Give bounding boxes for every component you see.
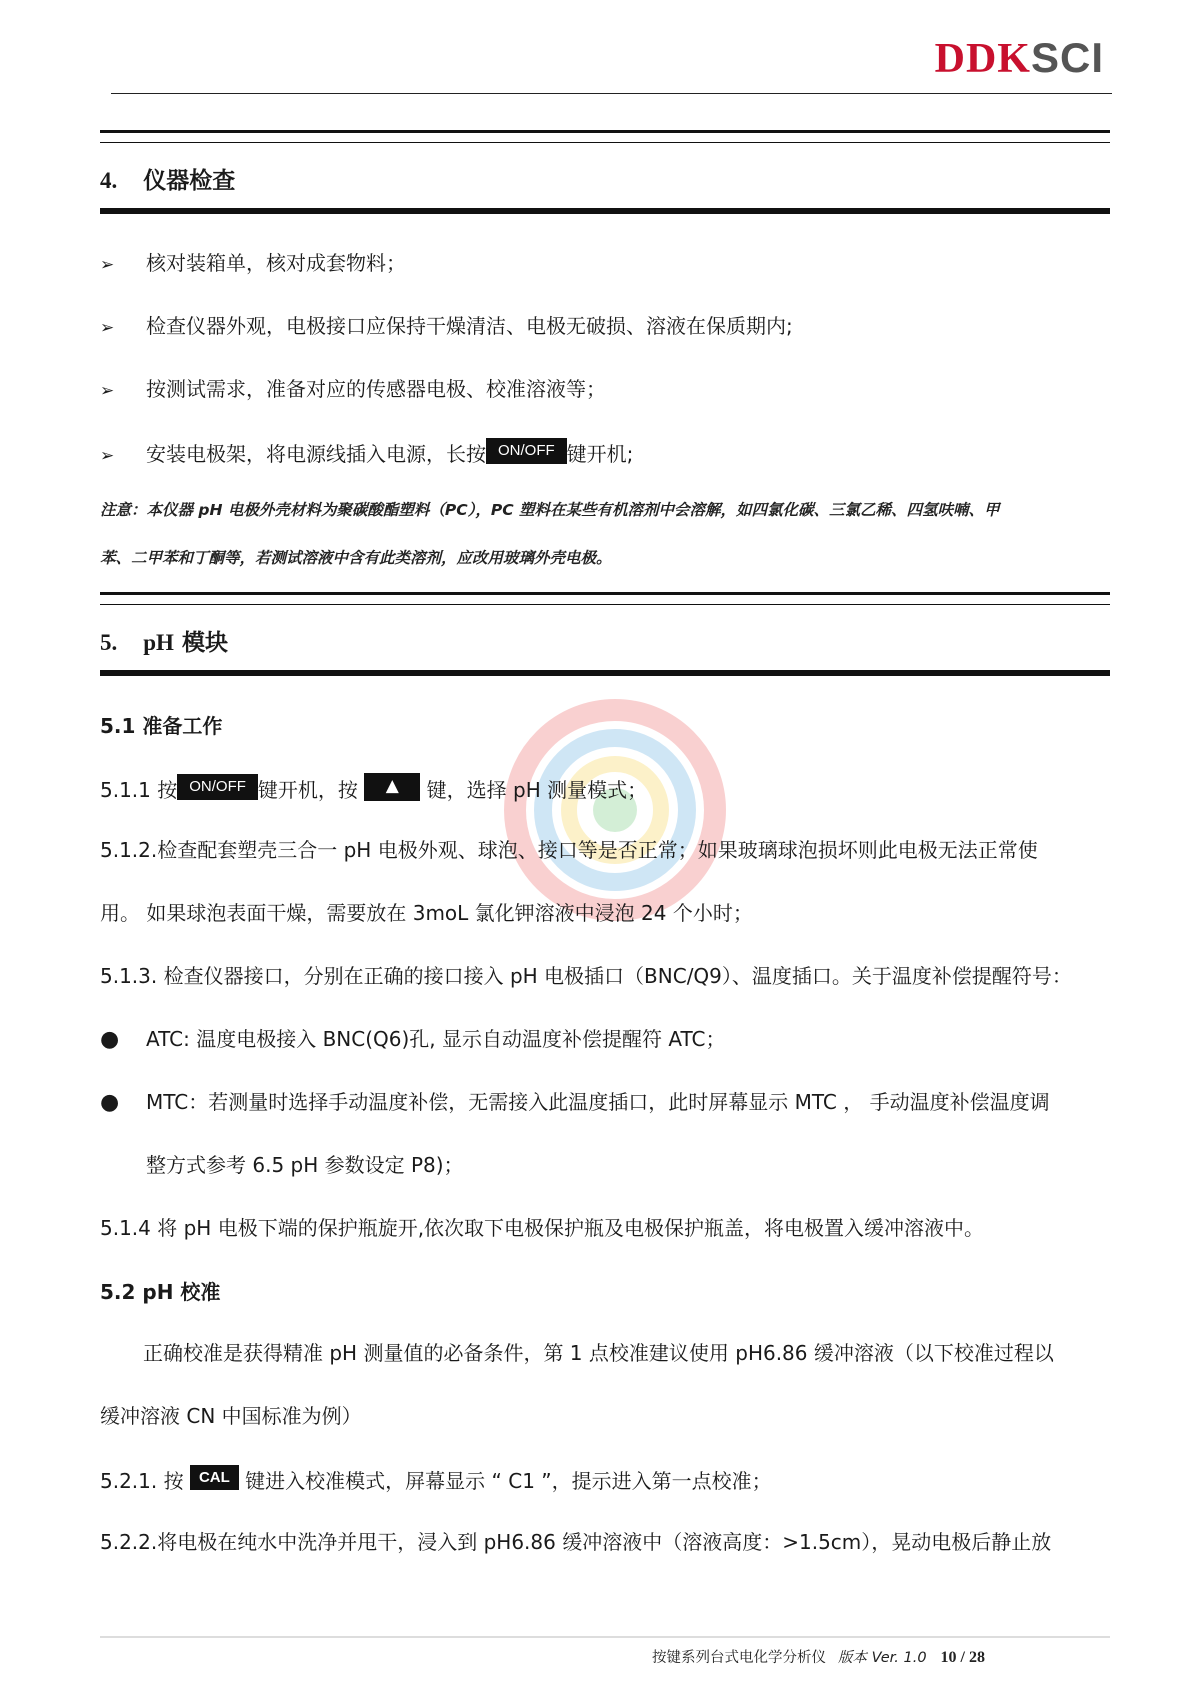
page-separator: /: [956, 1649, 969, 1666]
step-5-1-2-line-2: 用。 如果球泡表面干燥，需要放在 3moL 氯化钾溶液中浸泡 24 个小时；: [100, 901, 753, 925]
step-5-2-1: [100, 1465, 772, 1495]
list-item-text: ATC: 温度电极接入 BNC(Q6)孔, 显示自动温度补偿提醒符 ATC；: [146, 1027, 726, 1051]
step-5-1-4: 5.1.4 将 pH 电极下端的保护瓶旋开,依次取下电极保护瓶及电极保护瓶盖，将电极置入缓冲溶液中。: [100, 1216, 985, 1240]
cal-key-icon: CAL: [190, 1465, 239, 1490]
arrow-bullet-icon: ➢: [100, 255, 115, 275]
section-5-title-ph: pH: [143, 630, 174, 655]
logo-ddk: DDK: [934, 36, 1031, 82]
footer-version: 版本 Ver. 1.0: [838, 1650, 927, 1666]
step-text: 键，选择 pH 测量模式；: [420, 778, 648, 802]
up-arrow-key-icon: ▲: [364, 773, 420, 801]
onoff-key-icon: ON/OFF: [486, 438, 567, 464]
list-item: [100, 312, 793, 342]
section-4-bottom-rule: [100, 208, 1110, 214]
step-text: 键开机，按: [257, 778, 365, 802]
paragraph-5-2-line-1: 正确校准是获得精准 pH 测量值的必备条件，第 1 点校准建议使用 pH6.86 缓冲溶液（以下校准过程以: [143, 1341, 1054, 1365]
step-5-1-1: [100, 773, 647, 804]
section-5-bottom-rule: [100, 670, 1110, 676]
list-item-continuation: 整方式参考 6.5 pH 参数设定 P8)；: [146, 1153, 464, 1177]
list-item-text: MTC：若测量时选择手动温度补偿，无需接入此温度插口，此时屏幕显示 MTC ， 手动温度补偿温度调: [146, 1090, 1050, 1114]
subsection-5-2-title: 5.2 pH 校准: [100, 1280, 221, 1304]
subsection-5-1-title: 5.1 准备工作: [100, 714, 223, 738]
paragraph-5-2-line-2: 缓冲溶液 CN 中国标准为例）: [100, 1404, 362, 1428]
list-item-text: 核对装箱单，核对成套物料；: [146, 251, 406, 275]
section-5-title: 模块: [173, 630, 228, 656]
list-item-text-tail: 键开机;: [566, 442, 634, 466]
page-current: 10: [940, 1649, 957, 1666]
caution-note-line-1: 注意：本仪器 pH 电极外壳材料为聚碳酸酯塑料（PC），PC 塑料在某些有机溶剂中会溶解，如四氯化碳、三氯乙稀、四氢呋喃、甲: [100, 501, 1000, 519]
brand-logo: [935, 34, 1104, 83]
page-total: 28: [969, 1649, 985, 1666]
section-4-heading: [100, 162, 235, 195]
arrow-bullet-icon: ➢: [100, 381, 115, 401]
step-5-1-2-line-1: 5.1.2.检查配套塑壳三合一 pH 电极外观、球泡、接口等是否正常；如果玻璃球泡损坏则此电极无法正常使: [100, 838, 1038, 862]
list-item-text: 检查仪器外观，电极接口应保持干燥清洁、电极无破损、溶液在保质期内;: [146, 314, 793, 338]
arrow-bullet-icon: ➢: [100, 318, 115, 338]
page-footer: [652, 1646, 985, 1667]
footer-product: 按键系列台式电化学分析仪: [652, 1650, 827, 1666]
header-divider: [111, 93, 1112, 94]
dot-bullet-icon: ●: [100, 1090, 120, 1115]
logo-sci: SCI: [1030, 34, 1104, 81]
list-item-text: 安装电极架，将电源线插入电源，长按: [146, 442, 486, 466]
step-5-1-3: 5.1.3. 检查仪器接口，分别在正确的接口接入 pH 电极插口（BNC/Q9）、温度插口。关于温度补偿提醒符号：: [100, 964, 1072, 988]
step-5-2-2: 5.2.2.将电极在纯水中洗净并甩干，浸入到 pH6.86 缓冲溶液中（溶液高度：>1.5cm），晃动电极后静止放: [100, 1530, 1052, 1554]
list-item: [100, 375, 606, 405]
page-number: [941, 1649, 985, 1666]
step-text: 键进入校准模式，屏幕显示 “ C1 ”，提示进入第一点校准；: [238, 1469, 772, 1493]
footer-divider: [100, 1636, 1110, 1638]
section-4-number: 4.: [100, 168, 118, 193]
section-5-number: 5.: [100, 630, 118, 655]
section-4-top-rule: [100, 130, 1110, 143]
list-item-text: 按测试需求，准备对应的传感器电极、校准溶液等；: [146, 377, 606, 401]
section-5-top-rule: [100, 592, 1110, 605]
step-text: 5.1.1 按: [100, 778, 178, 802]
list-item: [100, 438, 633, 470]
step-text: 5.2.1. 按: [100, 1469, 190, 1493]
list-item: [100, 249, 406, 279]
list-item: [100, 1025, 726, 1054]
section-4-title: 仪器检查: [143, 168, 236, 194]
section-5-heading: [100, 624, 228, 657]
caution-note-line-2: 苯、二甲苯和丁酮等，若测试溶液中含有此类溶剂，应改用玻璃外壳电极。: [100, 549, 612, 567]
dot-bullet-icon: ●: [100, 1027, 120, 1052]
list-item: [100, 1088, 1050, 1117]
arrow-bullet-icon: ➢: [100, 446, 115, 466]
onoff-key-icon: ON/OFF: [177, 774, 258, 800]
